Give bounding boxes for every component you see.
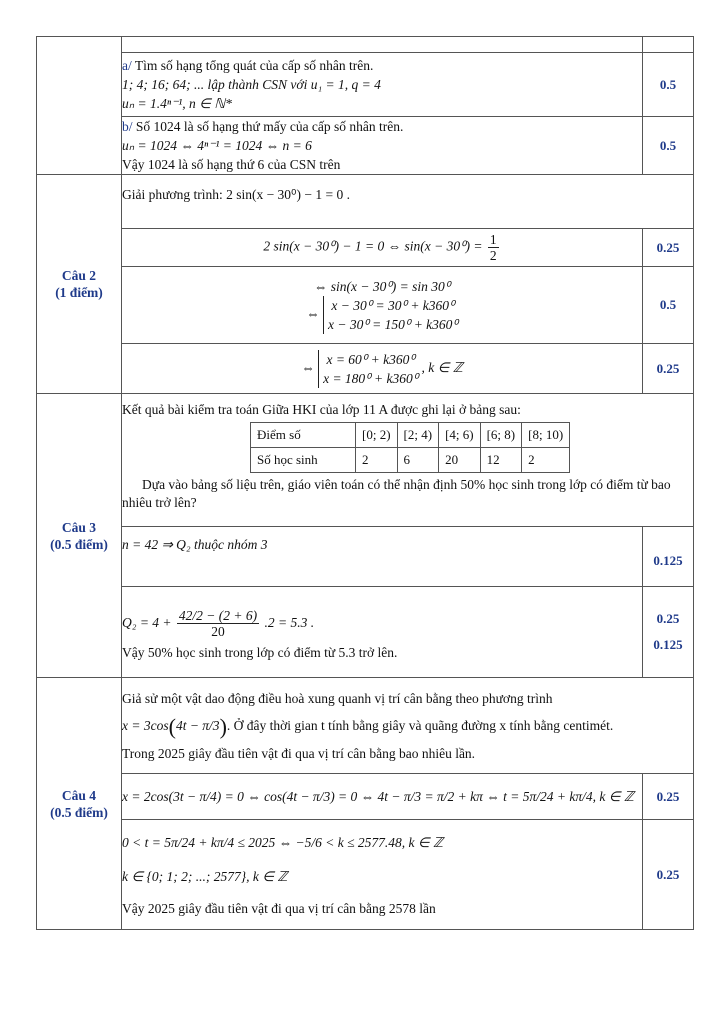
q2-step2-b1: x − 30⁰ = 30⁰ + k360⁰ bbox=[331, 297, 455, 313]
q3-count: 2 bbox=[356, 448, 398, 473]
q4-intro2-pre: x = 3cos bbox=[122, 717, 169, 733]
q4-step1-text: x = 2cos(3t − π/4) = 0 ⇔ cos(4t − π/3) = 0 ⇔ 4t − π/3 = π/2 + kπ ⇔ t = 5π/24 + kπ/4, k ∈ ℤ bbox=[122, 788, 634, 804]
q2-step2-sym: ⇔ bbox=[306, 305, 320, 321]
q3-question: Dựa vào bảng số liệu trên, giáo viên toán có thể nhận định 50% học sinh trong lớp có điểm từ bao nhiêu trở lên? bbox=[122, 477, 671, 510]
q1-a-prompt: Tìm số hạng tổng quát của cấp số nhân trên. bbox=[134, 58, 374, 73]
q3-count: 20 bbox=[439, 448, 481, 473]
q2-step2-system bbox=[323, 296, 458, 334]
q4-title: Câu 4 bbox=[61, 787, 97, 803]
q4-intro2-arg: 4t − π/3 bbox=[175, 717, 220, 733]
q1-b-prompt: Số 1024 là số hạng thứ mấy của cấp số nhân trên. bbox=[135, 119, 404, 134]
table-row bbox=[251, 423, 570, 448]
q4-step1-score: 0.25 bbox=[643, 774, 694, 820]
q2-step3-sym: ⇔ bbox=[301, 359, 315, 375]
q2-step3 bbox=[122, 344, 643, 394]
q3-step2-pre: Q₂ = 4 + bbox=[122, 614, 172, 630]
q2-points: (1 điểm) bbox=[55, 285, 103, 300]
q2-step3-b1: x = 60⁰ + k360⁰ bbox=[326, 351, 415, 367]
q3-count: 6 bbox=[397, 448, 439, 473]
q2-step1 bbox=[122, 229, 643, 267]
q1-a-line1: 1; 4; 16; 64; ... lập thành CSN với u₁ = 1, q = 4 bbox=[122, 77, 381, 92]
q4-step2-c: Vậy 2025 giây đầu tiên vật đi qua vị trí cân bằng 2578 lần bbox=[122, 900, 436, 916]
q4-intro1: Giả sử một vật dao động điều hoà xung quanh vị trí cân bằng theo phương trình bbox=[122, 690, 553, 706]
q3-step1-score: 0.125 bbox=[643, 527, 694, 587]
q4-points: (0.5 điểm) bbox=[50, 804, 108, 820]
q3-intro: Kết quả bài kiểm tra toán Giữa HKI của lớp 11 A được ghi lại ở bảng sau: bbox=[122, 402, 521, 417]
q4-step2 bbox=[122, 820, 643, 930]
q2-step1-left: 2 sin(x − 30⁰) − 1 = 0 ⇔ sin(x − 30⁰) = bbox=[263, 238, 483, 254]
q1-b-line2: Vậy 1024 là số hạng thứ 6 của CSN trên bbox=[122, 157, 341, 172]
q3-step1-text: n = 42 ⇒ Q₂ thuộc nhóm 3 bbox=[122, 537, 268, 552]
q4-step1 bbox=[122, 774, 643, 820]
q2-problem-text: Giải phương trình: 2 sin(x − 30⁰) − 1 = 0 . bbox=[122, 187, 350, 202]
q4-intro2-post: . Ở đây thời gian t tính bằng giây và quãng đường x tính bằng centimét. bbox=[226, 717, 614, 733]
q2-title: Câu 2 bbox=[61, 268, 97, 283]
q4-step2-b: k ∈ {0; 1; 2; ...; 2577}, k ∈ ℤ bbox=[122, 868, 288, 884]
q3-points: (0.5 điểm) bbox=[50, 536, 108, 552]
question-4-label bbox=[37, 678, 122, 930]
q1-b-line1: uₙ = 1024 ⇔ 4ⁿ⁻¹ = 1024 ⇔ n = 6 bbox=[122, 138, 312, 153]
q2-step1-fraction bbox=[488, 232, 499, 263]
q2-step3-score: 0.25 bbox=[643, 344, 694, 394]
q4-step2-score: 0.25 bbox=[643, 820, 694, 930]
q1-a-line2: uₙ = 1.4ⁿ⁻¹, n ∈ ℕ* bbox=[122, 96, 232, 111]
q3-step1 bbox=[122, 527, 643, 587]
q3-step2-post: .2 = 5.3 . bbox=[264, 614, 315, 630]
q1-a-label: a/ bbox=[122, 58, 132, 73]
q1-part-b bbox=[122, 117, 643, 175]
q2-step3-system bbox=[318, 350, 418, 388]
question-3-label bbox=[37, 394, 122, 678]
grading-table bbox=[36, 36, 694, 930]
q3-interval: [0; 2) bbox=[356, 423, 398, 448]
top-empty-row bbox=[122, 37, 643, 53]
q3-count: 12 bbox=[480, 448, 522, 473]
q2-step1-num: 1 bbox=[489, 232, 497, 247]
q3-step2 bbox=[122, 587, 643, 678]
q2-problem bbox=[122, 175, 694, 229]
answer-sheet bbox=[36, 36, 694, 930]
q4-intro3: Trong 2025 giây đầu tiên vật đi qua vị trí cân bằng bao nhiêu lần. bbox=[122, 745, 476, 761]
q3-count: 2 bbox=[522, 448, 570, 473]
q2-step1-score: 0.25 bbox=[643, 229, 694, 267]
question-1-cell bbox=[37, 37, 122, 175]
q4-problem: Giả sử một vật dao động điều hoà xung quanh vị trí cân bằng theo phương trình x = 3cos(4t − π/3). Ở đây thời gian t tính bằng giây và quãng đường x tính bằng centimét. Trong 2025 giây đầu tiên vật đi qua vị trí cân bằng bao nhiêu lần. bbox=[122, 678, 694, 774]
q3-step2-score-a: 0.25 bbox=[656, 611, 680, 626]
q3-interval: [2; 4) bbox=[397, 423, 439, 448]
table-row bbox=[251, 448, 570, 473]
q3-interval: [8; 10) bbox=[522, 423, 570, 448]
q2-step2-b2: x − 30⁰ = 150⁰ + k360⁰ bbox=[328, 316, 458, 332]
q3-row2-label: Số học sinh bbox=[251, 448, 356, 473]
q3-interval: [6; 8) bbox=[480, 423, 522, 448]
q3-step2-num: 42/2 − (2 + 6) bbox=[178, 607, 258, 623]
q2-step2-a: ⇔ sin(x − 30⁰) = sin 30⁰ bbox=[313, 278, 451, 294]
q3-step2-fraction bbox=[177, 608, 259, 639]
q1-b-score: 0.5 bbox=[643, 117, 694, 175]
q2-step2 bbox=[122, 267, 643, 344]
q3-step2-scores bbox=[643, 587, 694, 678]
q3-step2-den: 20 bbox=[211, 623, 225, 639]
q2-step2-score: 0.5 bbox=[643, 267, 694, 344]
q3-step2-score-b: 0.125 bbox=[653, 637, 683, 652]
q3-step2-conclusion: Vậy 50% học sinh trong lớp có điểm từ 5.3 trở lên. bbox=[122, 644, 398, 660]
q2-step3-tail: , k ∈ ℤ bbox=[421, 359, 463, 375]
q3-problem bbox=[122, 394, 694, 527]
q3-interval: [4; 6) bbox=[439, 423, 481, 448]
q2-step3-b2: x = 180⁰ + k360⁰ bbox=[323, 370, 419, 386]
q4-step2-a: 0 < t = 5π/24 + kπ/4 ≤ 2025 ⇔ −5/6 < k ≤ 2577.48, k ∈ ℤ bbox=[122, 834, 444, 850]
question-2-label bbox=[37, 175, 122, 394]
q3-title: Câu 3 bbox=[61, 519, 97, 535]
q3-row1-label: Điểm số bbox=[251, 423, 356, 448]
q1-a-score: 0.5 bbox=[643, 53, 694, 117]
q2-step1-den: 2 bbox=[489, 248, 497, 263]
q1-b-label: b/ bbox=[122, 119, 133, 134]
q1-part-a bbox=[122, 53, 643, 117]
q3-score-table bbox=[250, 422, 570, 473]
